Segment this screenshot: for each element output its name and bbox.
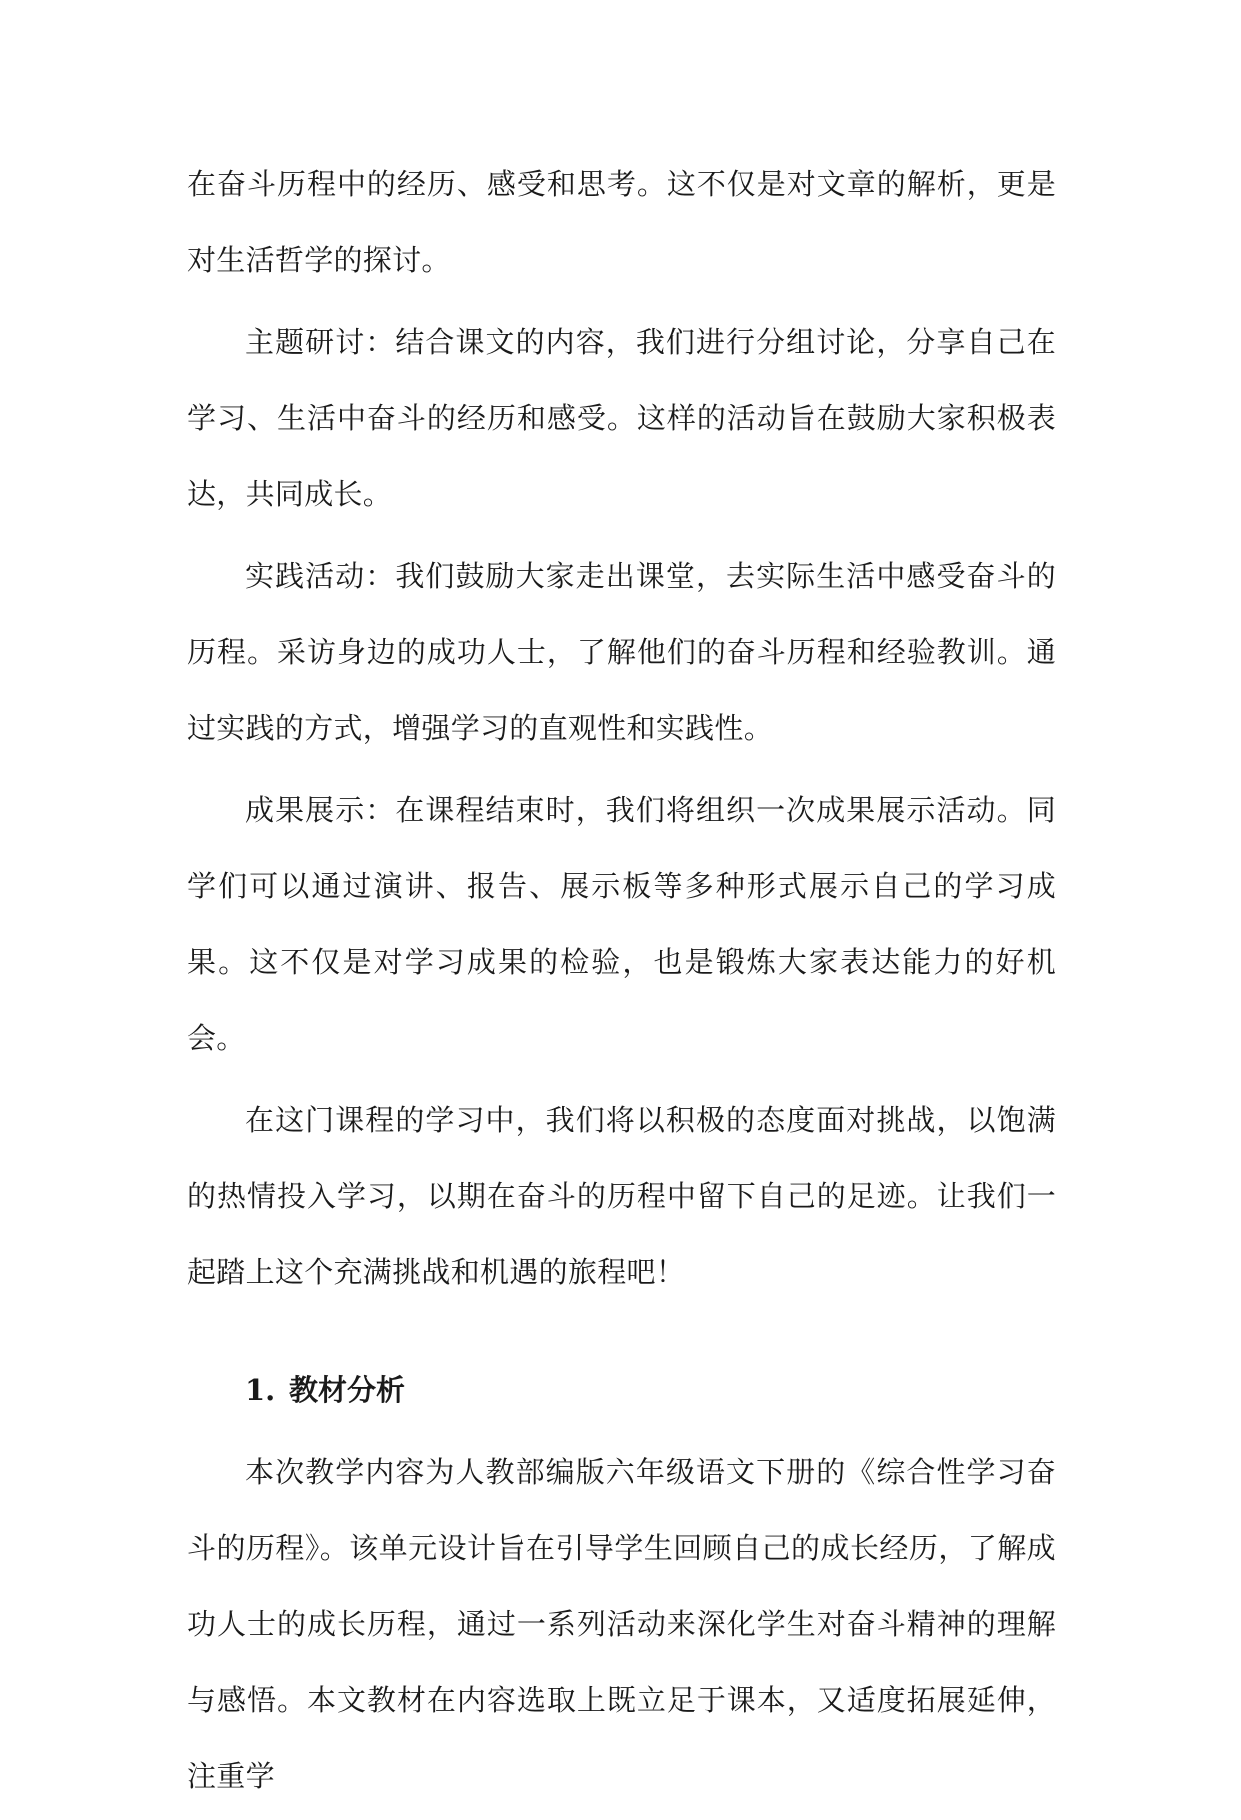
section-number: 1. [245,1373,276,1407]
paragraph-practice-activity: 实践活动：我们鼓励大家走出课堂，去实际生活中感受奋斗的历程。采访身边的成功人士，了解他们的奋斗历程和经验教训。通过实践的方式，增强学习的直观性和实践性。 [187,559,1056,745]
paragraph-continuation: 在奋斗历程中的经历、感受和思考。这不仅是对文章的解析，更是对生活哲学的探讨。 [187,167,1056,277]
section-title: 教材分析 [289,1373,406,1407]
paragraph-results-showcase: 成果展示：在课程结束时，我们将组织一次成果展示活动。同学们可以通过演讲、报告、展示板等多种形式展示自己的学习成果。这不仅是对学习成果的检验，也是锻炼大家表达能力的好机会。 [187,793,1056,1055]
section-heading [187,1352,1056,1428]
document-body [187,146,1056,1820]
paragraph-textbook-analysis: 本次教学内容为人教部编版六年级语文下册的《综合性学习奋斗的历程》。该单元设计旨在引导学生回顾自己的成长经历，了解成功人士的成长历程，通过一系列活动来深化学生对奋斗精神的理解与感悟。本文教材在内容选取上既立足于课本，又适度拓展延伸，注重学 [187,1455,1056,1793]
paragraph-closing: 在这门课程的学习中，我们将以积极的态度面对挑战，以饱满的热情投入学习，以期在奋斗的历程中留下自己的足迹。让我们一起踏上这个充满挑战和机遇的旅程吧！ [187,1103,1056,1289]
paragraph-theme-discussion: 主题研讨：结合课文的内容，我们进行分组讨论，分享自己在学习、生活中奋斗的经历和感受。这样的活动旨在鼓励大家积极表达，共同成长。 [187,325,1056,511]
